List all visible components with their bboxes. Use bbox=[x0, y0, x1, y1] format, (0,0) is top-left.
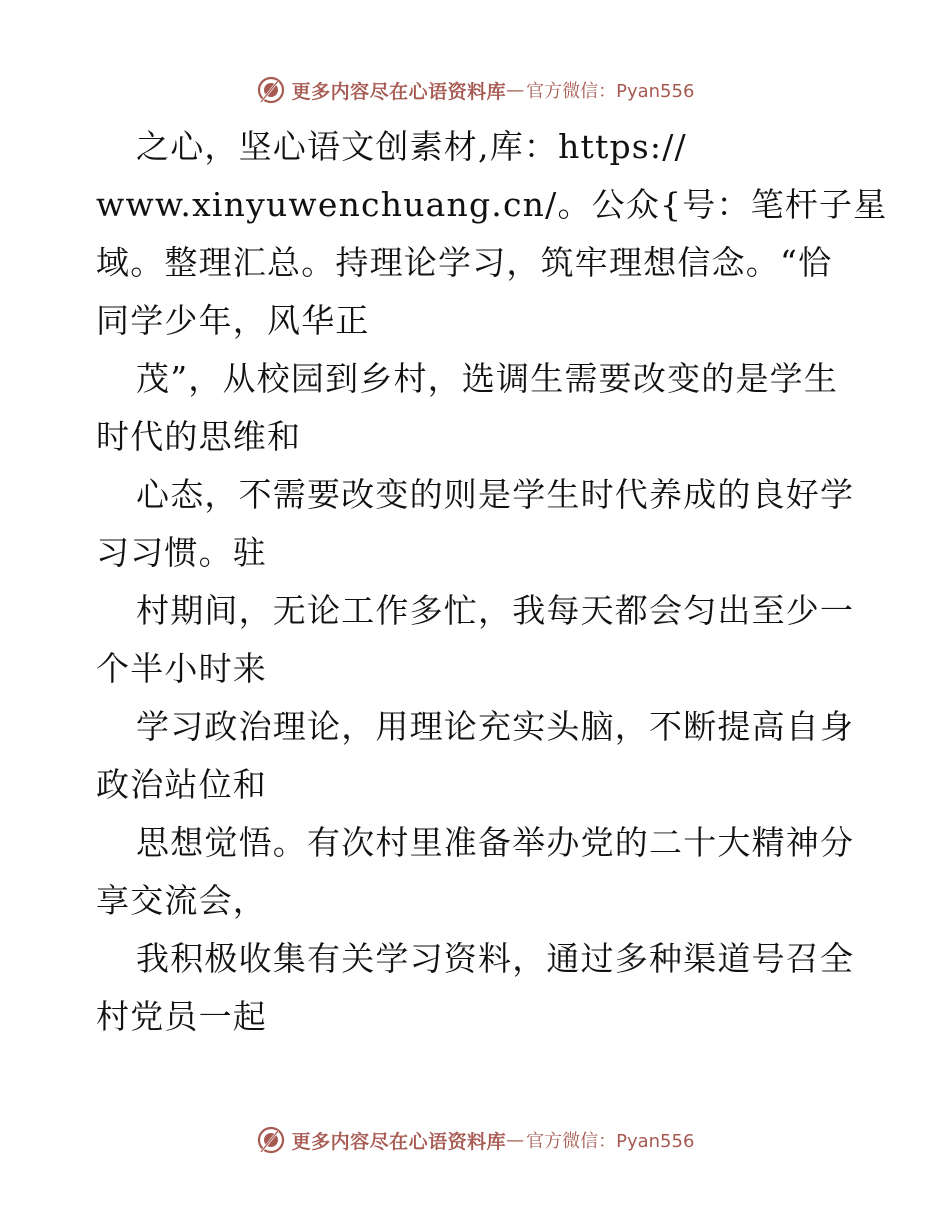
body-line: 心态，不需要改变的则是学生时代养成的良好学 bbox=[136, 475, 855, 514]
body-line: 政治站位和 bbox=[96, 765, 267, 804]
footer-banner-text: 更多内容尽在心语资料库 bbox=[291, 1130, 507, 1153]
brush-logo-icon bbox=[256, 1125, 286, 1155]
header-banner bbox=[0, 70, 950, 110]
body-line: 域。整理汇总。持理论学习，筑牢理想信念。“恰 bbox=[96, 243, 833, 282]
body-line: 个半小时来 bbox=[96, 649, 267, 688]
body-line: 时代的思维和 bbox=[96, 417, 302, 456]
body-line: 茂”，从校园到乡村，选调生需要改变的是学生 bbox=[136, 359, 839, 398]
body-line: 村期间，无论工作多忙，我每天都会匀出至少一 bbox=[136, 591, 855, 630]
body-line: 思想觉悟。有次村里准备举办党的二十大精神分 bbox=[136, 823, 855, 862]
body-line: 习习惯。驻 bbox=[96, 533, 267, 572]
body-line: www.xinyuwenchuang.cn/。公众{号：笔杆子星 bbox=[96, 185, 888, 224]
body-line: 之心，坚心语文创素材,库：https:// bbox=[136, 127, 687, 166]
body-line: 享交流会， bbox=[96, 881, 267, 920]
footer-separator: — bbox=[506, 1129, 525, 1151]
footer-banner bbox=[0, 1120, 950, 1160]
body-line: 村党员一起 bbox=[96, 997, 267, 1036]
document-body bbox=[96, 118, 888, 1046]
footer-wechat-text: 官方微信：Pyan556 bbox=[526, 1131, 695, 1152]
header-banner-text: 更多内容尽在心语资料库 bbox=[291, 80, 507, 103]
header-separator: — bbox=[506, 79, 525, 101]
body-line: 同学少年，风华正 bbox=[96, 301, 370, 340]
body-line: 我积极收集有关学习资料，通过多种渠道号召全 bbox=[136, 939, 855, 978]
body-line: 学习政治理论，用理论充实头脑，不断提高自身 bbox=[136, 707, 855, 746]
header-wechat-text: 官方微信：Pyan556 bbox=[526, 81, 695, 102]
brush-logo-icon bbox=[256, 75, 286, 105]
